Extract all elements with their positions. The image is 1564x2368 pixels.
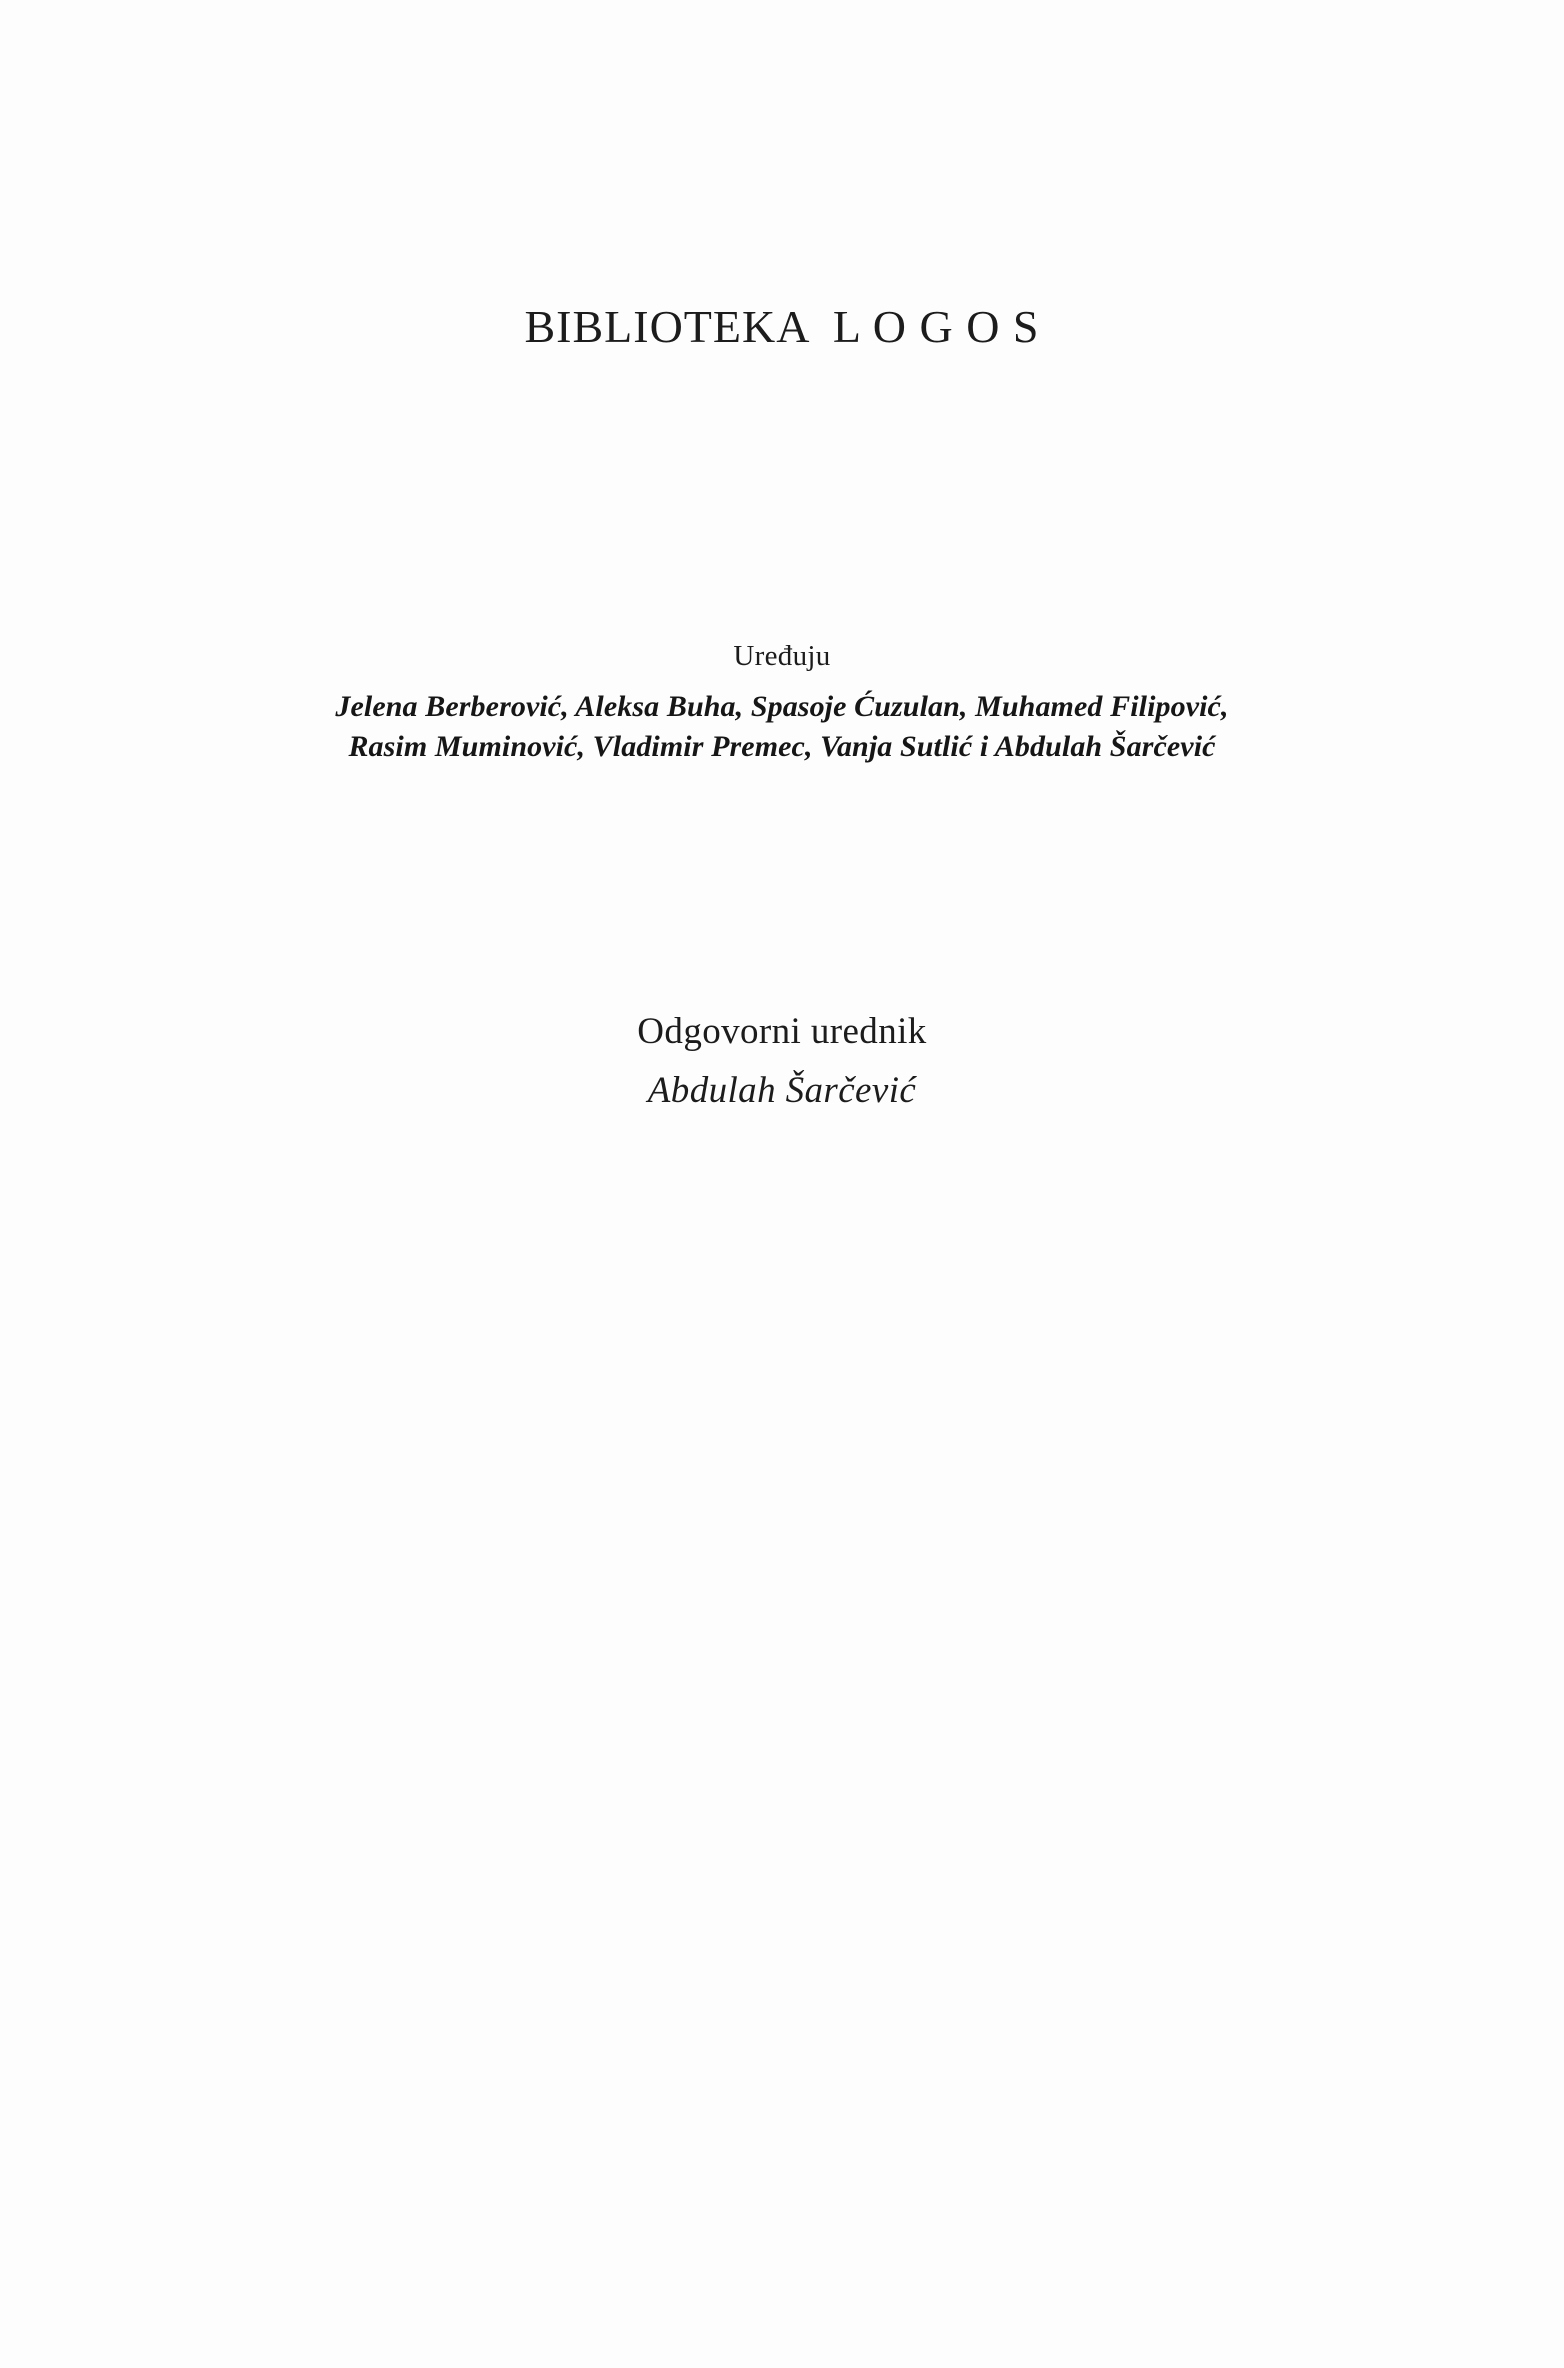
- series-title: BIBLIOTEKA L O G O S: [524, 301, 1040, 352]
- editors-block: [0, 640, 1564, 767]
- editors-label: Uređuju: [733, 640, 831, 672]
- editors-names-line-2: Rasim Muminović, Vladimir Premec, Vanja Sutlić i Abdulah Šarčević: [348, 730, 1216, 764]
- editors-names-line-1: Jelena Berberović, Aleksa Buha, Spasoje Ćuzulan, Muhamed Filipović,: [335, 690, 1229, 723]
- responsible-editor-block: [0, 1010, 1564, 1112]
- responsible-editor-name: Abdulah Šarčević: [647, 1070, 917, 1111]
- responsible-editor-label: Odgovorni urednik: [637, 1011, 927, 1052]
